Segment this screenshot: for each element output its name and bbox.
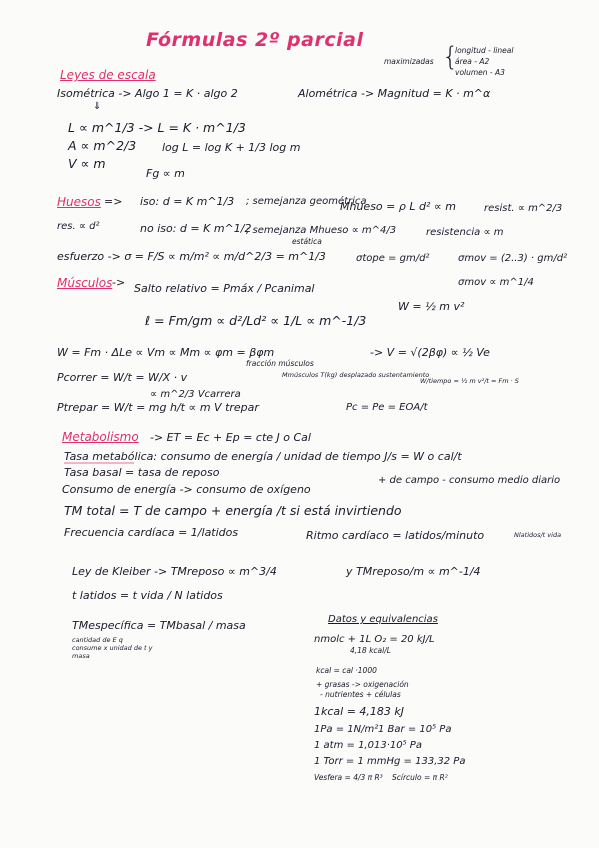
datos-grasas: + grasas -> oxigenación — [316, 680, 409, 689]
trabajo-w: W = Fm · ΔLe ∝ Vm ∝ Mm ∝ φm = βφm — [57, 346, 275, 359]
brace-icon: { — [442, 42, 459, 72]
huesos-resist: resist. ∝ m^2/3 — [484, 203, 563, 214]
section-heading-huesos: Huesos — [57, 195, 101, 209]
formula-longitud: L ∝ m^1/3 -> L = K · m^1/3 — [68, 120, 246, 135]
trabajo-carrera: ∝ m^2/3 Vcarrera — [150, 389, 241, 400]
formula-volumen: V ∝ m — [68, 156, 106, 171]
metab-tasa: Tasa metabólica: consumo de energía / unidad de tiempo J/s = W o cal/t — [64, 450, 462, 463]
formula-area: A ∝ m^2/3 — [68, 138, 137, 153]
datos-molc: nmolc + 1L O₂ = 20 kJ/L — [314, 634, 435, 645]
metab-tlatidos: t latidos = t vida / N latidos — [72, 589, 223, 602]
formula-isometrica: Isométrica -> Algo 1 = K · algo 2 — [57, 87, 238, 100]
metab-campo: + de campo - consumo medio diario — [378, 475, 561, 486]
trabajo-ptrepar: Ptrepar = W/t = mg h/t ∝ m V trepar — [57, 401, 259, 414]
trabajo-v: -> V = √(2βφ) ∝ ½ Ve — [370, 346, 490, 359]
metab-kleiber: Ley de Kleiber -> TMreposo ∝ m^3/4 — [72, 565, 277, 578]
maximizadas-label: maximizadas — [384, 57, 434, 66]
huesos-iso: iso: d = K m^1/3 — [140, 195, 235, 208]
metab-frecuencia: Frecuencia cardíaca = 1/latidos — [64, 526, 239, 539]
huesos-estatica: estática — [292, 237, 322, 246]
huesos-res-d2: res. ∝ d² — [57, 221, 100, 232]
section-heading-datos: Datos y equivalencias — [328, 614, 438, 625]
metab-ritmo: Ritmo cardíaco = latidos/minuto — [306, 529, 485, 542]
huesos-sigma-tope: σtope = gm/d² — [356, 253, 430, 264]
musculos-w: W = ½ m v² — [398, 300, 465, 313]
metab-basal: Tasa basal = tasa de reposo — [64, 466, 220, 479]
datos-torr: 1 Torr = 1 mmHg = 133,32 Pa — [314, 756, 466, 767]
datos-kcal: kcal = cal ·1000 — [316, 666, 377, 675]
formula-alometrica: Alométrica -> Magnitud = K · m^α — [298, 87, 491, 100]
huesos-sigma-mov-m: σmov ∝ m^1/4 — [458, 277, 534, 288]
huesos-mhueso: Mhueso = ρ L d² ∝ m — [340, 200, 456, 213]
huesos-esfuerzo: esfuerzo -> σ = F/S ∝ m/m² ∝ m/d^2/3 = m^1/3 — [57, 250, 326, 263]
huesos-semejanza-2: ; semejanza Mhueso ∝ m^4/3 — [246, 225, 397, 236]
page-title: Fórmulas 2º parcial — [146, 29, 364, 51]
highlight-mark — [64, 462, 134, 464]
datos-vesfera: Vesfera = 4/3 π R³ — [314, 773, 383, 782]
huesos-semejanza: ; semejanza geométrica — [246, 196, 367, 207]
datos-bar: 1 Bar = 10⁵ Pa — [378, 724, 452, 735]
section-heading-metabolismo: Metabolismo — [62, 430, 139, 444]
formula-log: log L = log K + 1/3 log m — [162, 141, 301, 154]
scale-item-1: longitud - lineal — [455, 46, 514, 55]
musculos-salto: Salto relativo = Pmáx / Pcanimal — [134, 282, 315, 295]
trabajo-pcorrer: Pcorrer = W/t = W/X · v — [57, 371, 188, 384]
down-arrow-icon: ⇓ — [93, 101, 102, 112]
datos-scirculo: Scírculo = π R² — [392, 773, 448, 782]
metab-nlatidos: Nlatidos/t vida — [514, 531, 562, 539]
datos-kcal-kj: 1kcal = 4,183 kJ — [314, 705, 405, 718]
metab-consumo: Consumo de energía -> consumo de oxígeno — [62, 483, 311, 496]
musculos-l: ℓ = Fm/gm ∝ d²/Ld² ∝ 1/L ∝ m^-1/3 — [145, 313, 367, 328]
arrow-icon: => — [104, 195, 123, 208]
section-heading-musculos: Músculos — [57, 276, 113, 290]
scale-item-3: volumen - A3 — [455, 68, 505, 77]
metab-cantidad: cantidad de E q consume x unidad de t y masa — [72, 636, 153, 660]
datos-atm: 1 atm = 1,013·10⁵ Pa — [314, 740, 422, 751]
trabajo-fraccion: fracción músculos — [246, 359, 314, 368]
metab-energia: -> ET = Ec + Ep = cte J o Cal — [150, 431, 311, 444]
huesos-no-iso: no iso: d = K m^1/2 — [140, 222, 252, 235]
formula-fg: Fg ∝ m — [146, 167, 185, 180]
trabajo-mmusculos: Mmúsculos T(kg) desplazado sustentamiento — [282, 371, 430, 379]
datos-pa: 1Pa = 1N/m² — [314, 724, 379, 735]
trabajo-pc: Pc = Pe = EOA/t — [346, 402, 428, 413]
section-heading-leyes: Leyes de escala — [60, 68, 156, 82]
metab-kleiber-2: y TMreposo/m ∝ m^-1/4 — [346, 565, 481, 578]
metab-tm-especifica: TMespecífica = TMbasal / masa — [72, 619, 246, 632]
trabajo-w-tiempo: W/tiempo = ½ m v²/t = Fm · S — [420, 377, 519, 385]
metab-tm-total: TM total = T de campo + energía /t si está invirtiendo — [64, 503, 402, 518]
scale-item-2: área - A2 — [455, 57, 490, 66]
huesos-sigma-mov: σmov = (2..3) · gm/d² — [458, 253, 568, 264]
huesos-resistencia: resistencia ∝ m — [426, 227, 504, 238]
arrow-icon: -> — [112, 276, 126, 289]
datos-kcal-l: 4,18 kcal/L — [350, 646, 391, 655]
datos-nutrientes: - nutrientes + células — [320, 690, 401, 699]
